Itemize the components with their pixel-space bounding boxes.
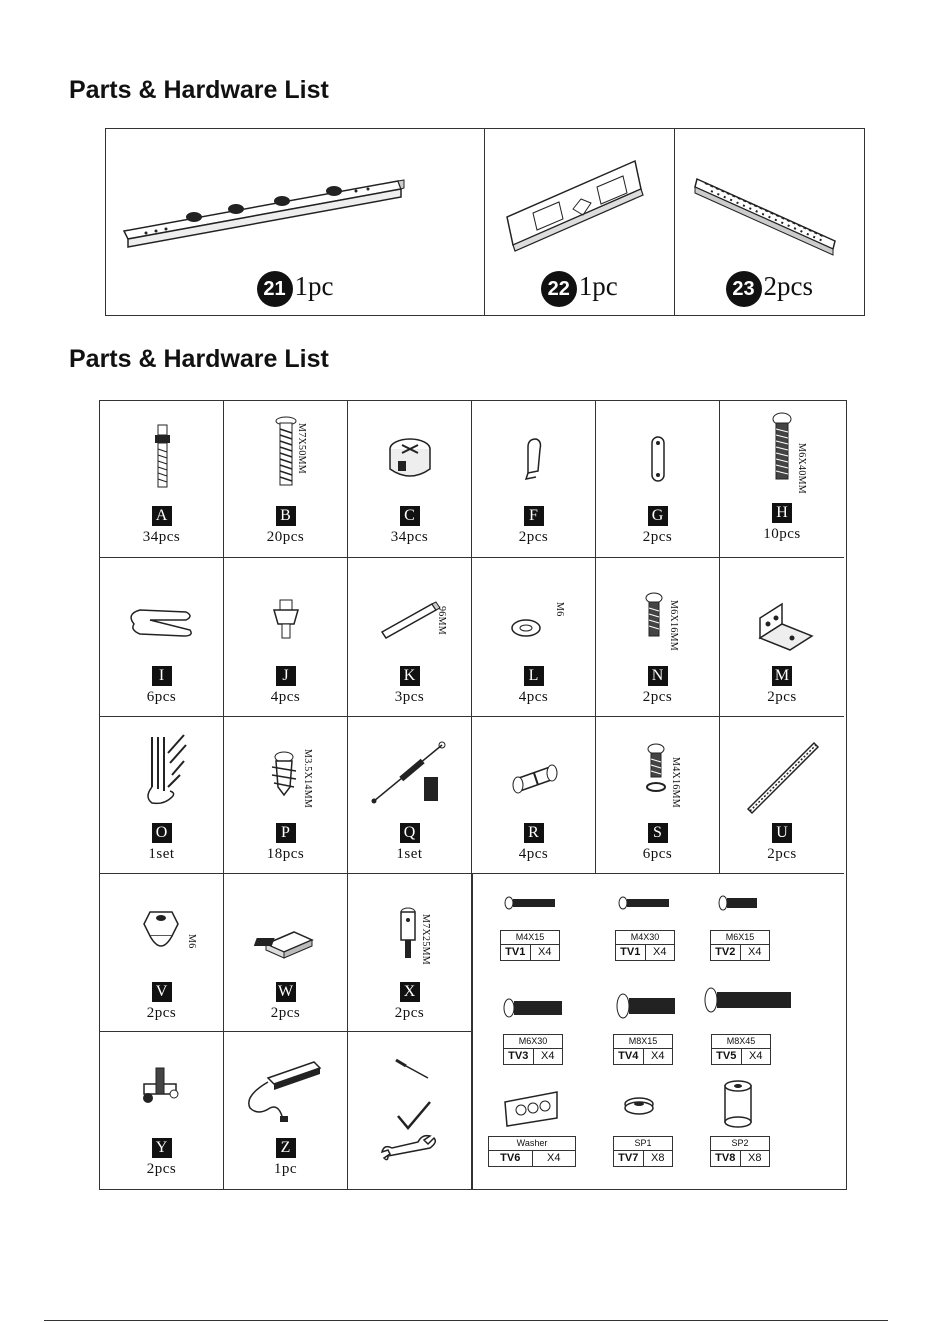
screw-m4x15-icon bbox=[505, 897, 555, 909]
hardware-qty: 2pcs bbox=[518, 529, 549, 545]
spacer-sp2-icon bbox=[725, 1081, 751, 1127]
nut-icon bbox=[100, 874, 224, 974]
hardware-qty: 2pcs bbox=[146, 1161, 177, 1177]
screw-long-icon bbox=[224, 401, 348, 501]
cable-set-icon bbox=[348, 717, 472, 817]
screw-m8x45-icon bbox=[705, 988, 791, 1012]
hardware-qty: 34pcs bbox=[142, 529, 181, 545]
hardware-cell-m bbox=[720, 558, 844, 717]
part-23-cell bbox=[675, 129, 865, 315]
screw-wood-icon bbox=[224, 717, 348, 817]
hardware-cell-i bbox=[100, 558, 224, 717]
hardware-spec: M7X50MM bbox=[296, 423, 307, 474]
hardware-letter: J bbox=[276, 666, 296, 686]
tv4-label-block bbox=[613, 1034, 673, 1065]
hardware-cell-o bbox=[100, 717, 224, 874]
hardware-letter: F bbox=[524, 506, 544, 526]
hardware-cell-z bbox=[224, 1032, 348, 1189]
screw-m6x30-icon bbox=[504, 999, 562, 1017]
hardware-cell-q bbox=[348, 717, 472, 874]
hardware-spec: 96MM bbox=[436, 606, 447, 635]
tv8-label-block bbox=[710, 1136, 770, 1167]
hardware-qty: 6pcs bbox=[146, 689, 177, 705]
hardware-letter: I bbox=[152, 666, 172, 686]
page-bottom-rule bbox=[44, 1320, 888, 1321]
hardware-cell-k bbox=[348, 558, 472, 717]
hook-icon bbox=[472, 401, 596, 501]
section-heading-bottom: Parts & Hardware List bbox=[69, 345, 329, 373]
tv6-label-block bbox=[488, 1136, 576, 1167]
hardware-cell-r bbox=[472, 717, 596, 874]
tv-code: TV1 bbox=[501, 945, 531, 960]
hardware-qty: 2pcs bbox=[394, 1005, 425, 1021]
hardware-letter: M bbox=[772, 666, 792, 686]
hardware-letter: X bbox=[400, 982, 420, 1002]
tools-icon bbox=[348, 1032, 472, 1189]
tv-code: TV8 bbox=[711, 1151, 741, 1166]
hardware-qty: 18pcs bbox=[266, 846, 305, 862]
hardware-spec: M6 bbox=[554, 602, 565, 617]
dowel-bar-icon bbox=[348, 558, 472, 658]
hardware-table bbox=[99, 400, 847, 1190]
hardware-cell-x bbox=[348, 874, 472, 1032]
part-21-cell bbox=[106, 129, 485, 315]
tv-qty: X4 bbox=[541, 1050, 555, 1062]
part-22-cell bbox=[485, 129, 675, 315]
spacer-sp1-icon bbox=[625, 1098, 653, 1114]
slotted-rail-icon bbox=[675, 129, 865, 269]
bolt-icon bbox=[720, 401, 844, 501]
screw-m4x30-icon bbox=[619, 897, 669, 909]
hardware-qty: 4pcs bbox=[518, 689, 549, 705]
part-22-label bbox=[485, 271, 674, 307]
hardware-letter: Y bbox=[152, 1138, 172, 1158]
wrench-icon bbox=[382, 1136, 435, 1160]
hardware-cell-v bbox=[100, 874, 224, 1032]
cam-bolt-icon bbox=[100, 401, 224, 501]
section-heading-top: Parts & Hardware List bbox=[69, 76, 329, 104]
tv-size: M4X15 bbox=[501, 931, 559, 945]
tv-qty: X4 bbox=[651, 1050, 665, 1062]
tv-code: TV5 bbox=[712, 1049, 742, 1064]
insert-bolt-icon bbox=[348, 874, 472, 974]
hardware-letter: C bbox=[400, 506, 420, 526]
tools-cell bbox=[348, 1032, 472, 1189]
tv-code: TV7 bbox=[614, 1151, 644, 1166]
part-qty: 1pc bbox=[294, 271, 334, 302]
part-number-badge: 21 bbox=[257, 271, 293, 307]
hardware-cell-n bbox=[596, 558, 720, 717]
tv-size: M4X30 bbox=[616, 931, 674, 945]
tv-hardware-section bbox=[472, 874, 847, 1189]
hardware-letter: U bbox=[772, 823, 792, 843]
hardware-qty: 6pcs bbox=[642, 846, 673, 862]
link-plate-icon bbox=[596, 401, 720, 501]
hardware-qty: 34pcs bbox=[390, 529, 429, 545]
hardware-qty: 2pcs bbox=[767, 846, 797, 862]
tv-size: M6X30 bbox=[504, 1035, 562, 1049]
hardware-cell-s bbox=[596, 717, 720, 874]
hardware-qty: 4pcs bbox=[270, 689, 301, 705]
washer-plate-icon bbox=[505, 1092, 557, 1126]
hardware-letter: W bbox=[276, 982, 296, 1002]
hardware-cell-p bbox=[224, 717, 348, 874]
cam-lock-icon bbox=[348, 401, 472, 501]
tv-code: TV3 bbox=[504, 1049, 534, 1064]
clip-icon bbox=[100, 558, 224, 658]
part-23-label bbox=[675, 271, 865, 307]
hardware-qty: 2pcs bbox=[642, 689, 673, 705]
tv-qty: X4 bbox=[748, 946, 762, 958]
wire-set-icon bbox=[100, 717, 224, 817]
hardware-letter: Q bbox=[400, 823, 420, 843]
power-strip-icon bbox=[224, 1032, 348, 1132]
tv5-label-block bbox=[711, 1034, 771, 1065]
hardware-cell-g bbox=[596, 401, 720, 558]
tv1b-label-block bbox=[615, 930, 675, 961]
tv-size: Washer bbox=[489, 1137, 575, 1151]
hardware-qty: 1set bbox=[396, 846, 423, 862]
hardware-letter: N bbox=[648, 666, 668, 686]
hardware-qty: 1set bbox=[148, 846, 175, 862]
screw-m8x15-icon bbox=[617, 994, 675, 1018]
panel-bracket-icon bbox=[485, 129, 675, 269]
long-rail-icon bbox=[106, 129, 486, 269]
magnet-icon bbox=[224, 874, 348, 974]
strip-icon bbox=[720, 717, 844, 817]
hardware-qty: 2pcs bbox=[642, 529, 673, 545]
screw-m6x15-icon bbox=[719, 896, 757, 910]
part-qty: 2pcs bbox=[763, 271, 813, 302]
hardware-letter: A bbox=[152, 506, 172, 526]
hardware-letter: R bbox=[524, 823, 544, 843]
hardware-qty: 1pc bbox=[273, 1161, 298, 1177]
hardware-cell-u bbox=[720, 717, 844, 874]
tv-qty: X4 bbox=[547, 1152, 561, 1164]
hardware-qty: 2pcs bbox=[146, 1005, 177, 1021]
hardware-spec: M3.5X14MM bbox=[302, 749, 313, 809]
hardware-qty: 10pcs bbox=[763, 526, 801, 542]
part-number-badge: 22 bbox=[541, 271, 577, 307]
hardware-cell-w bbox=[224, 874, 348, 1032]
hardware-letter: G bbox=[648, 506, 668, 526]
hardware-cell-y bbox=[100, 1032, 224, 1189]
hardware-letter: V bbox=[152, 982, 172, 1002]
tv3-label-block bbox=[503, 1034, 563, 1065]
latch-icon bbox=[100, 1032, 224, 1132]
hardware-cell-a bbox=[100, 401, 224, 558]
allen-key-icon bbox=[398, 1102, 430, 1128]
part-qty: 1pc bbox=[578, 271, 618, 302]
tv-size: SP1 bbox=[614, 1137, 672, 1151]
hardware-cell-c bbox=[348, 401, 472, 558]
hardware-letter: H bbox=[772, 503, 792, 523]
tv-code: TV4 bbox=[614, 1049, 644, 1064]
hardware-qty: 20pcs bbox=[266, 529, 305, 545]
hardware-spec: M4X16MM bbox=[670, 757, 681, 808]
tv-qty: X4 bbox=[749, 1050, 763, 1062]
angle-bracket-icon bbox=[720, 558, 844, 658]
hardware-cell-f bbox=[472, 401, 596, 558]
screw-washer-icon bbox=[596, 717, 720, 817]
hardware-spec: M7X25MM bbox=[420, 914, 431, 965]
hardware-cell-b bbox=[224, 401, 348, 558]
hardware-qty: 2pcs bbox=[270, 1005, 301, 1021]
hardware-spec: M6X16MM bbox=[668, 600, 679, 651]
screwdriver-icon bbox=[396, 1060, 428, 1078]
hardware-qty: 3pcs bbox=[394, 689, 425, 705]
part-21-label bbox=[106, 271, 484, 307]
tv7-label-block bbox=[613, 1136, 673, 1167]
tv-code: TV2 bbox=[711, 945, 741, 960]
hardware-letter: S bbox=[648, 823, 668, 843]
tv2-label-block bbox=[710, 930, 770, 961]
tv-size: M8X15 bbox=[614, 1035, 672, 1049]
large-parts-table bbox=[105, 128, 865, 316]
hardware-spec: M6X40MM bbox=[796, 443, 807, 494]
tv-qty: X4 bbox=[653, 946, 667, 958]
tv-code: TV1 bbox=[616, 945, 646, 960]
hardware-letter: Z bbox=[276, 1138, 296, 1158]
hardware-qty: 4pcs bbox=[518, 846, 549, 862]
screw-short-icon bbox=[596, 558, 720, 658]
hardware-letter: L bbox=[524, 666, 544, 686]
tv-size: M6X15 bbox=[711, 931, 769, 945]
hardware-spec: M6 bbox=[186, 934, 197, 949]
hardware-letter: P bbox=[276, 823, 296, 843]
connector-icon bbox=[472, 717, 596, 817]
washer-icon bbox=[472, 558, 596, 658]
hardware-letter: O bbox=[152, 823, 172, 843]
hardware-letter: K bbox=[400, 666, 420, 686]
tv1-label-block bbox=[500, 930, 560, 961]
part-number-badge: 23 bbox=[726, 271, 762, 307]
tv-size: M8X45 bbox=[712, 1035, 770, 1049]
tv-qty: X8 bbox=[748, 1152, 762, 1164]
tv-size: SP2 bbox=[711, 1137, 769, 1151]
shelf-pin-icon bbox=[224, 558, 348, 658]
tv-qty: X4 bbox=[538, 946, 552, 958]
hardware-letter: B bbox=[276, 506, 296, 526]
tv-qty: X8 bbox=[651, 1152, 665, 1164]
hardware-cell-l bbox=[472, 558, 596, 717]
hardware-qty: 2pcs bbox=[767, 689, 797, 705]
hardware-cell-j bbox=[224, 558, 348, 717]
hardware-cell-h bbox=[720, 401, 844, 558]
tv-code: TV6 bbox=[489, 1151, 533, 1166]
